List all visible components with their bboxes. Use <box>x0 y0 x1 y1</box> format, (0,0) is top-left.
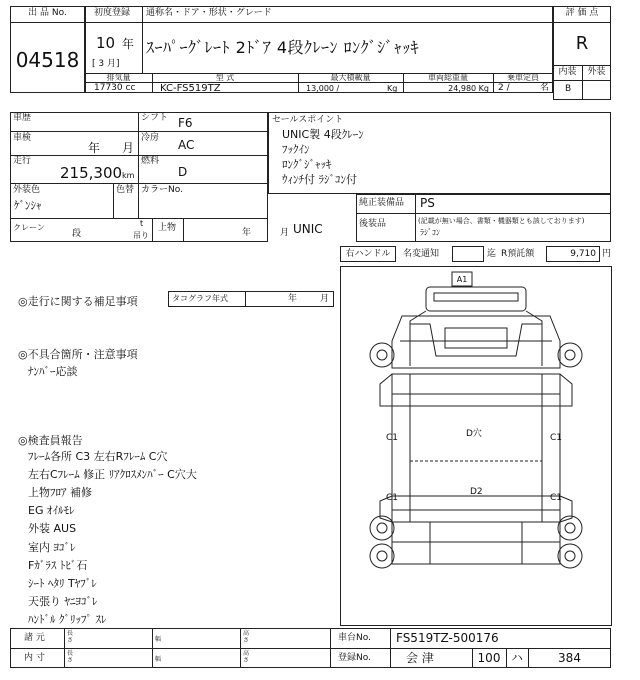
tach-year: 年 <box>288 294 298 304</box>
reg-number: 384 <box>558 651 581 665</box>
mark-c1-left-top: C1 <box>386 433 399 443</box>
r-deposit-value: 9,710 <box>570 249 596 259</box>
mark-c1-right-bottom: C1 <box>550 493 563 503</box>
late-label: 迄 <box>487 249 497 259</box>
sales-point-line: ﾌｯｸｲﾝ <box>282 143 310 156</box>
capacity-value: 2 / <box>498 83 510 93</box>
reg-area: 会 津 <box>406 651 434 665</box>
mark-d2: D2 <box>470 487 483 497</box>
shift-label: シフト <box>141 113 169 123</box>
defect-line: ﾅﾝﾊﾞｰ応談 <box>28 365 78 378</box>
fuel-label: 燃料 <box>141 156 160 166</box>
footer-width-label: 幅 <box>155 636 162 643</box>
footer-length-label-2: 長さ <box>67 650 74 664</box>
first-reg-label: 初度登録 <box>94 8 131 18</box>
aftermarket-value: ﾗｼﾞｺﾝ <box>420 228 440 237</box>
max-load-label: 最大積載量 <box>330 73 371 82</box>
grade-label: 評 価 点 <box>565 8 599 18</box>
inspector-line: 天張り ﾔﾆﾖｺﾞﾚ <box>28 595 98 608</box>
inspection-year: 年 <box>88 141 101 155</box>
diagram-tag-a1: A1 <box>456 275 468 284</box>
upper-month: 月 <box>280 228 290 238</box>
footer-interior-label: 内 寸 <box>24 653 45 663</box>
footer-length-label: 長さ <box>67 630 74 644</box>
name-change-label: 名変通知 <box>403 249 440 259</box>
capacity-label: 乗車定員 <box>507 73 539 82</box>
history-label: 車歴 <box>13 113 32 123</box>
tachograph-label: タコグラフ年式 <box>172 294 228 303</box>
truck-diagram <box>340 266 612 626</box>
inspector-line: EG ｵｲﾙﾓﾚ <box>28 504 75 517</box>
ext-color-label: 外装色 <box>13 185 41 195</box>
interior-label: 内装 <box>558 67 577 77</box>
crane-stage-unit: 段 <box>72 229 82 239</box>
sales-point-line: UNIC製 4段ｸﾚｰﾝ <box>282 128 364 141</box>
footer-height-label-2: 高さ <box>243 650 250 664</box>
inspector-line: ｼｰﾄ ﾍﾀﾘ Tﾔﾌﾞﾚ <box>28 577 97 590</box>
mileage-value: 215,300 <box>60 164 123 182</box>
lot-number: 04518 <box>15 48 80 72</box>
inspector-line: 左右Cﾌﾚｰﾑ 修正 ﾘｱｸﾛｽﾒﾝﾊﾞｰ C穴大 <box>28 468 197 481</box>
tach-month: 月 <box>320 294 330 304</box>
upper-year: 年 <box>242 228 252 238</box>
sales-point-line: ｳｨﾝﾁ付 ﾗｼﾞｺﾝ付 <box>282 173 357 186</box>
mileage-unit: km <box>122 171 135 180</box>
ac-label: 冷房 <box>141 133 160 143</box>
defects-title: ◎不具合箇所・注意事項 <box>18 348 138 361</box>
sales-point-line: ﾛﾝｸﾞｼﾞｬｯｷ <box>282 158 332 171</box>
interior-grade: B <box>565 84 572 94</box>
ac-value: AC <box>178 138 195 152</box>
crane-lift-unit: 吊り <box>133 231 149 240</box>
mark-c1-right-top: C1 <box>550 433 563 443</box>
reg-kana: ハ <box>510 651 523 665</box>
r-deposit-label: R預託額 <box>501 249 535 259</box>
inspection-label: 車検 <box>13 133 32 143</box>
chassis-no: FS519TZ-500176 <box>396 631 499 645</box>
gross-weight-value: 24,980 Kg <box>448 84 489 93</box>
inspector-line: 室内 ﾖｺﾞﾚ <box>28 541 76 554</box>
lot-no-label: 出 品 No. <box>28 8 67 18</box>
chassis-label: 車台No. <box>338 633 371 643</box>
ext-color-value: ｹﾞﾝｼｬ <box>14 199 42 212</box>
max-load-value: 13,000 / <box>306 84 340 93</box>
footer-specs-label: 諸 元 <box>24 633 45 643</box>
first-reg-year: 10 <box>96 34 116 52</box>
inspection-month: 月 <box>122 141 135 155</box>
mark-c1-left-bottom: C1 <box>386 493 399 503</box>
footer-height-label: 高さ <box>243 630 250 644</box>
upper-label: 上物 <box>158 223 177 233</box>
capacity-unit: 名 <box>540 83 550 93</box>
fuel-value: D <box>178 165 188 179</box>
equipment-value: PS <box>420 196 435 210</box>
upper-maker: UNIC <box>293 222 323 236</box>
inspector-line: Fｶﾞﾗｽ ﾄﾋﾞ石 <box>28 559 88 572</box>
shift-value: F6 <box>178 116 193 130</box>
inspector-line: 外装 AUS <box>28 522 77 535</box>
gross-weight-label: 車両総重量 <box>428 73 468 82</box>
inspector-title: ◎検査員報告 <box>18 434 83 447</box>
reg-label: 登録No. <box>338 653 371 663</box>
supplement-title: ◎走行に関する補足事項 <box>18 295 138 308</box>
model-label: 型 式 <box>215 73 235 82</box>
displacement-label: 排気量 <box>106 73 131 82</box>
color-no-label: カラーNo. <box>141 185 183 195</box>
name-change-box <box>452 246 484 262</box>
equipment-label: 純正装備品 <box>359 198 405 208</box>
yen-label: 円 <box>602 249 612 259</box>
displacement-value: 17730 cc <box>94 83 136 93</box>
grade-value: R <box>575 33 589 54</box>
aftermarket-note: (記載が無い場合、書類・機器類とも該しております) <box>418 217 585 225</box>
crane-label: クレーン <box>13 223 45 232</box>
color-change-label: 色替 <box>116 185 135 195</box>
sales-points-title: セールスポイント <box>272 115 344 125</box>
crane-ton-small: t <box>140 219 144 228</box>
mileage-label: 走行 <box>13 156 32 166</box>
max-load-unit: Kg <box>387 84 398 93</box>
first-reg-month: [ 3 月] <box>92 59 120 69</box>
year-unit: 年 <box>122 37 135 51</box>
reg-class: 100 <box>477 651 501 665</box>
exterior-label: 外装 <box>587 67 606 77</box>
name-label: 通称名・ドア・形状・グレード <box>146 8 272 18</box>
model-value: KC-FS519TZ <box>160 83 221 94</box>
right-handle: 右ハンドル <box>345 249 391 259</box>
inspector-line: ﾊﾝﾄﾞﾙ ｸﾞﾘｯﾌﾟ ｽﾚ <box>28 613 107 626</box>
inspector-line: ﾌﾚｰﾑ各所 C3 左右Rﾌﾚｰﾑ C穴 <box>28 450 168 463</box>
footer-width-label-2: 幅 <box>155 656 162 663</box>
mark-d-hole: D穴 <box>466 429 482 439</box>
inspector-line: 上物ﾌﾛｱ 補修 <box>28 486 92 499</box>
vehicle-name: ｽｰﾊﾟｰｸﾞﾚｰﾄ 2ﾄﾞｱ 4段ｸﾚｰﾝ ﾛﾝｸﾞｼﾞｬｯｷ <box>146 38 420 57</box>
aftermarket-label: 後装品 <box>359 219 387 229</box>
